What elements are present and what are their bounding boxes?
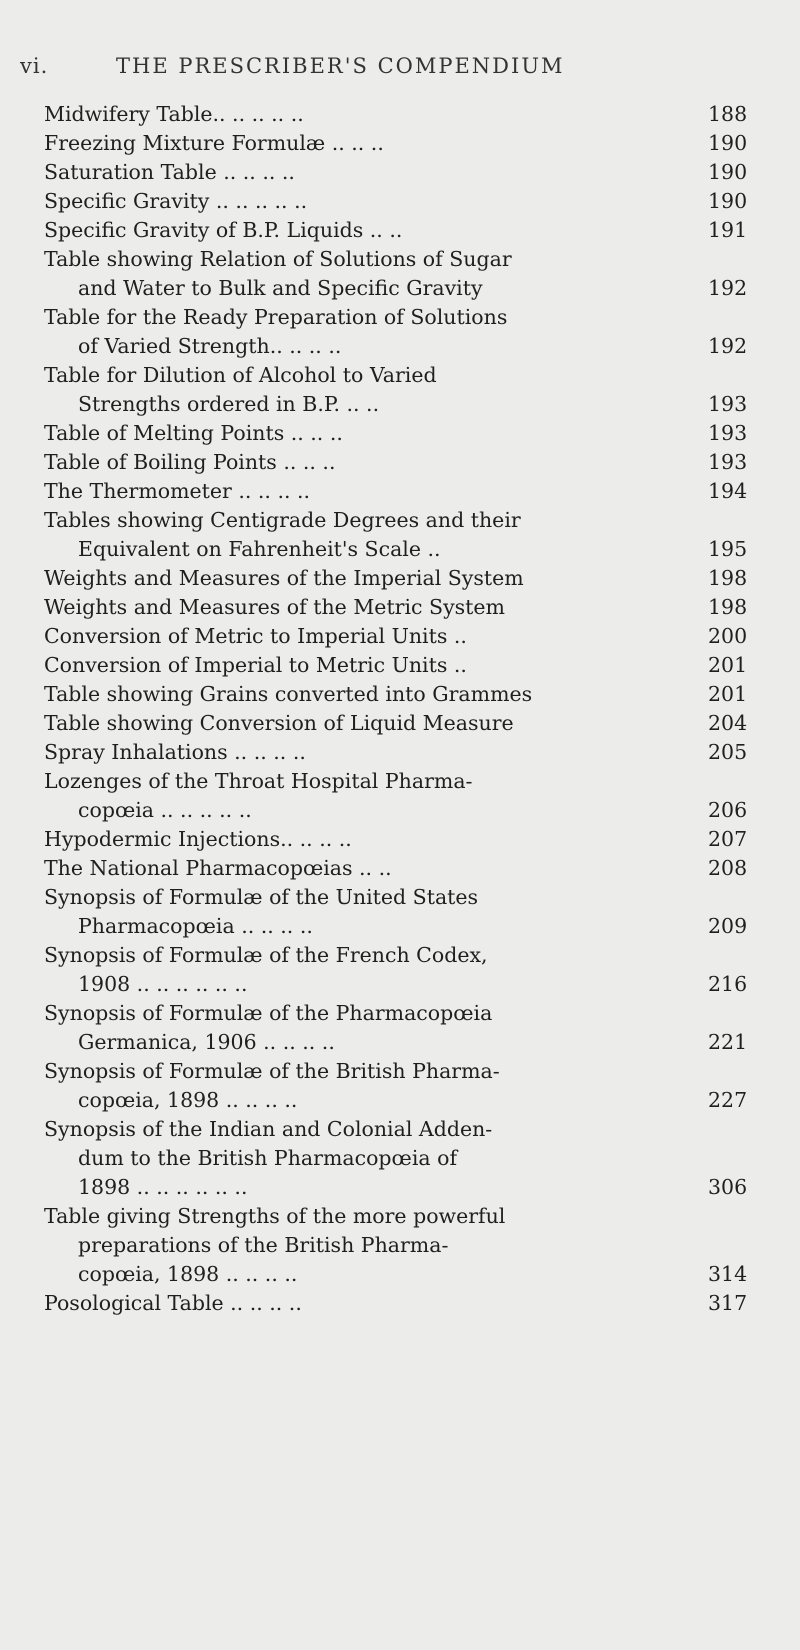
- page-header: [20, 54, 720, 94]
- toc-entry-line: Conversion of Metric to Imperial Units ..: [44, 624, 467, 648]
- toc-page-number: 192: [708, 334, 748, 358]
- toc-entry-line: Hypodermic Injections.. .. .. ..: [44, 827, 352, 851]
- toc-entry-title: [44, 477, 698, 506]
- toc-entry: [44, 593, 764, 622]
- toc-entry-line: Table of Melting Points .. .. ..: [44, 421, 343, 445]
- toc-entry: [44, 1057, 764, 1115]
- toc-entry: [44, 709, 764, 738]
- toc-entry-title: [44, 187, 698, 216]
- toc-entry: [44, 738, 764, 767]
- toc-entry-title: [44, 651, 698, 680]
- toc-entry-line: Saturation Table .. .. .. ..: [44, 160, 295, 184]
- toc-entry: [44, 1202, 764, 1289]
- toc-page-number: 317: [708, 1291, 748, 1315]
- toc-page-number: 200: [708, 624, 748, 648]
- toc-entry: [44, 1289, 764, 1318]
- toc-entry-line: Equivalent on Fahrenheit's Scale ..: [78, 537, 441, 561]
- toc-page-number: 201: [708, 682, 748, 706]
- toc-entry-line: Synopsis of the Indian and Colonial Adden-: [44, 1117, 493, 1141]
- toc-page-number: 207: [708, 827, 748, 851]
- toc-entry-line: Synopsis of Formulæ of the British Pharma-: [44, 1059, 500, 1083]
- toc-entry-line: Table showing Grains converted into Grammes: [44, 682, 533, 706]
- toc-entry-title: [44, 100, 698, 129]
- page-number: vi.: [20, 54, 49, 78]
- toc-entry: [44, 999, 764, 1057]
- toc-entry: [44, 100, 764, 129]
- toc-page-number: 193: [708, 421, 748, 445]
- toc-entry-title: [44, 825, 698, 854]
- toc-entry-line: Spray Inhalations .. .. .. ..: [44, 740, 306, 764]
- toc-entry-title: [44, 999, 698, 1057]
- toc-entry-line: Synopsis of Formulæ of the Pharmacopœia: [44, 1001, 493, 1025]
- toc-page-number: 306: [708, 1175, 748, 1199]
- toc-entry-title: [44, 303, 698, 361]
- toc-entry-line: dum to the British Pharmacopœia of: [78, 1146, 458, 1170]
- toc-entry-title: [44, 506, 698, 564]
- toc-page-number: 209: [708, 914, 748, 938]
- toc-entry-line: Table showing Conversion of Liquid Measure: [44, 711, 514, 735]
- toc-entry: [44, 680, 764, 709]
- toc-entry-title: [44, 564, 698, 593]
- toc-page-number: 191: [708, 218, 748, 242]
- toc-entry-line: copœia, 1898 .. .. .. ..: [78, 1088, 298, 1112]
- toc-page-number: 195: [708, 537, 748, 561]
- toc-page-number: 198: [708, 595, 748, 619]
- running-title: THE PRESCRIBER'S COMPENDIUM: [116, 54, 565, 78]
- toc-entry: [44, 767, 764, 825]
- toc-entry-line: Table of Boiling Points .. .. ..: [44, 450, 336, 474]
- toc-page-number: 198: [708, 566, 748, 590]
- toc-entry: [44, 651, 764, 680]
- toc-page-number: 201: [708, 653, 748, 677]
- toc-entry-line: preparations of the British Pharma-: [78, 1233, 449, 1257]
- toc-entry-line: Conversion of Imperial to Metric Units ..: [44, 653, 467, 677]
- toc-entry-line: The Thermometer .. .. .. ..: [44, 479, 311, 503]
- toc-entry-line: Freezing Mixture Formulæ .. .. ..: [44, 131, 384, 155]
- toc-entry-line: Specific Gravity of B.P. Liquids .. ..: [44, 218, 403, 242]
- toc-entry-line: Pharmacopœia .. .. .. ..: [78, 914, 313, 938]
- toc-page-number: 188: [708, 102, 748, 126]
- toc-page-number: 221: [708, 1030, 748, 1054]
- toc-entry-line: Germanica, 1906 .. .. .. ..: [78, 1030, 335, 1054]
- toc-entry-line: Midwifery Table.. .. .. .. ..: [44, 102, 304, 126]
- toc-entry-line: Table for the Ready Preparation of Solutions: [44, 305, 508, 329]
- toc-entry: [44, 854, 764, 883]
- toc-page-number: 190: [708, 160, 748, 184]
- toc-entry-title: [44, 593, 698, 622]
- toc-entry: [44, 564, 764, 593]
- toc-entry-line: Table giving Strengths of the more powerful: [44, 1204, 506, 1228]
- toc-entry-line: Table showing Relation of Solutions of Sugar: [44, 247, 512, 271]
- toc-page-number: 227: [708, 1088, 748, 1112]
- toc-entry-line: Synopsis of Formulæ of the United States: [44, 885, 479, 909]
- toc-entry: [44, 187, 764, 216]
- toc-entry: [44, 158, 764, 187]
- toc-entry: [44, 216, 764, 245]
- toc-entry-line: copœia, 1898 .. .. .. ..: [78, 1262, 298, 1286]
- toc-page-number: 190: [708, 131, 748, 155]
- table-of-contents: [44, 100, 764, 1318]
- toc-entry-title: [44, 767, 698, 825]
- toc-entry-line: Table for Dilution of Alcohol to Varied: [44, 363, 437, 387]
- toc-entry-title: [44, 1057, 698, 1115]
- toc-entry-title: [44, 883, 698, 941]
- toc-entry-line: Strengths ordered in B.P. .. ..: [78, 392, 380, 416]
- toc-entry: [44, 883, 764, 941]
- toc-page-number: 204: [708, 711, 748, 735]
- toc-entry-line: 1908 .. .. .. .. .. ..: [78, 972, 248, 996]
- toc-entry-line: Tables showing Centigrade Degrees and their: [44, 508, 521, 532]
- toc-entry-title: [44, 361, 698, 419]
- toc-entry: [44, 477, 764, 506]
- toc-page-number: 190: [708, 189, 748, 213]
- toc-page-number: 193: [708, 392, 748, 416]
- toc-entry-title: [44, 622, 698, 651]
- toc-page-number: 192: [708, 276, 748, 300]
- toc-entry: [44, 303, 764, 361]
- toc-entry-title: [44, 709, 698, 738]
- toc-entry-title: [44, 216, 698, 245]
- toc-page-number: 216: [708, 972, 748, 996]
- toc-page-number: 205: [708, 740, 748, 764]
- toc-entry-title: [44, 680, 698, 709]
- toc-entry-title: [44, 129, 698, 158]
- toc-entry: [44, 1115, 764, 1202]
- toc-entry: [44, 245, 764, 303]
- toc-entry-line: Weights and Measures of the Metric System: [44, 595, 505, 619]
- toc-page-number: 193: [708, 450, 748, 474]
- toc-entry-title: [44, 1115, 698, 1202]
- toc-entry-line: of Varied Strength.. .. .. ..: [78, 334, 342, 358]
- toc-entry: [44, 419, 764, 448]
- toc-entry: [44, 129, 764, 158]
- toc-entry-title: [44, 941, 698, 999]
- toc-entry: [44, 506, 764, 564]
- toc-entry: [44, 361, 764, 419]
- toc-entry-line: 1898 .. .. .. .. .. ..: [78, 1175, 248, 1199]
- toc-page-number: 206: [708, 798, 748, 822]
- toc-entry-line: Lozenges of the Throat Hospital Pharma-: [44, 769, 473, 793]
- toc-entry-title: [44, 854, 698, 883]
- toc-entry: [44, 448, 764, 477]
- toc-entry-title: [44, 1289, 698, 1318]
- toc-entry-title: [44, 1202, 698, 1289]
- toc-entry-title: [44, 448, 698, 477]
- toc-entry-line: The National Pharmacopœias .. ..: [44, 856, 392, 880]
- toc-entry-line: Specific Gravity .. .. .. .. ..: [44, 189, 308, 213]
- toc-entry: [44, 941, 764, 999]
- toc-entry-line: and Water to Bulk and Specific Gravity: [78, 276, 483, 300]
- toc-entry: [44, 825, 764, 854]
- toc-entry-line: Weights and Measures of the Imperial System: [44, 566, 524, 590]
- toc-entry-title: [44, 738, 698, 767]
- toc-entry: [44, 622, 764, 651]
- toc-entry-title: [44, 419, 698, 448]
- toc-page-number: 314: [708, 1262, 748, 1286]
- toc-page-number: 208: [708, 856, 748, 880]
- toc-entry-line: copœia .. .. .. .. ..: [78, 798, 252, 822]
- toc-entry-title: [44, 158, 698, 187]
- toc-page-number: 194: [708, 479, 748, 503]
- toc-entry-line: Posological Table .. .. .. ..: [44, 1291, 302, 1315]
- toc-entry-title: [44, 245, 698, 303]
- toc-entry-line: Synopsis of Formulæ of the French Codex,: [44, 943, 488, 967]
